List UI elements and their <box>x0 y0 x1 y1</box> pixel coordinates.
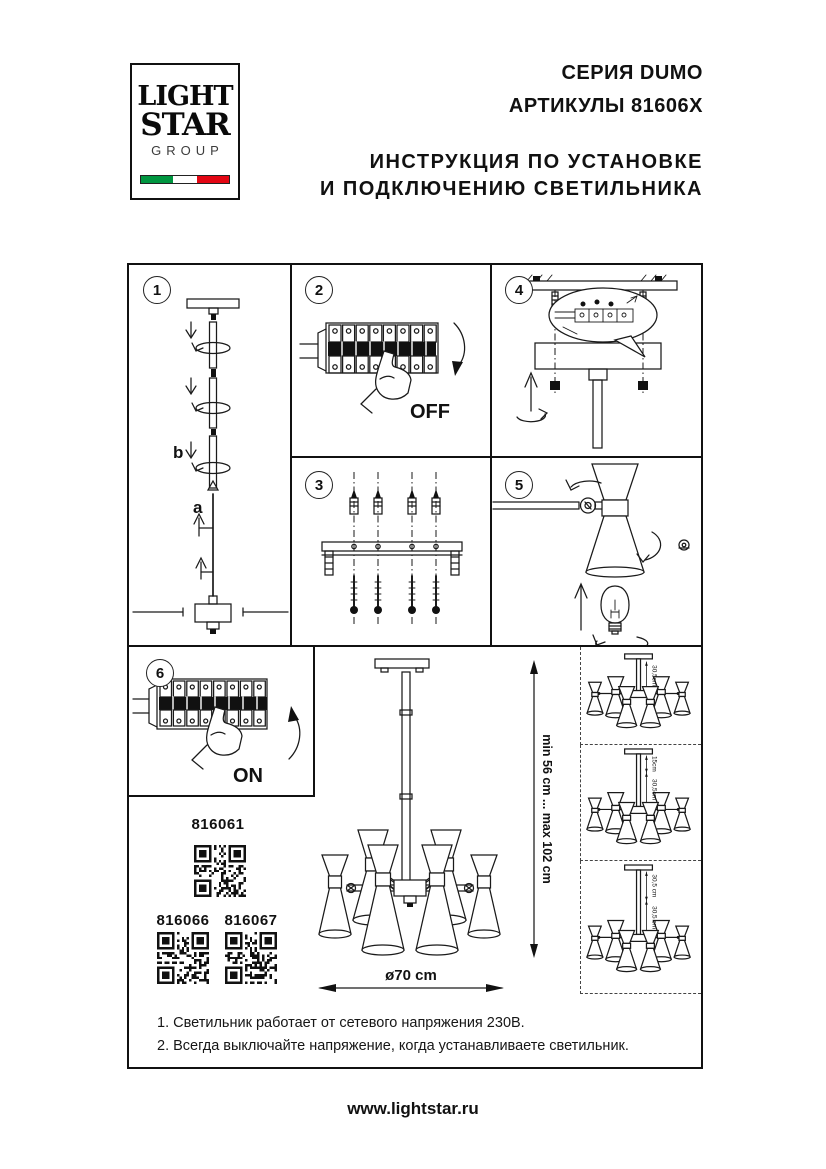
step-5-number: 5 <box>514 476 524 494</box>
height-dimension <box>530 660 538 958</box>
qr-code-816061 <box>194 845 246 897</box>
step-5-badge <box>505 471 533 499</box>
mini-chandelier-2 <box>587 749 690 844</box>
step-3-badge <box>305 471 333 499</box>
step-4-number: 4 <box>514 281 524 299</box>
instruction-diagram-frame <box>127 263 703 1069</box>
step-4-badge <box>505 276 533 304</box>
flag-white <box>173 176 198 183</box>
rod-label-a: a <box>193 498 203 517</box>
off-label: OFF <box>410 401 450 423</box>
series-title: СЕРИЯ DUMO <box>561 62 703 84</box>
wiring-detail-bubble <box>549 288 657 357</box>
flag-green <box>141 176 173 183</box>
step-3-number: 3 <box>314 476 324 494</box>
turn-off-arrow-icon <box>452 323 465 376</box>
variant-2-drawing <box>581 745 701 860</box>
mini-chandelier-1 <box>587 654 690 728</box>
logo-word-light: LIGHT <box>137 81 233 112</box>
bulb-icon <box>601 586 629 634</box>
step-6-badge <box>146 659 174 687</box>
document-header <box>320 62 703 203</box>
variant-3-drawing <box>581 861 701 993</box>
step-3-panel <box>292 458 492 647</box>
product-code-816067: 816067 <box>224 912 278 929</box>
step-2-panel <box>292 265 492 458</box>
step-2-number: 2 <box>314 281 324 299</box>
step-1-panel <box>129 265 292 647</box>
variant-3-rod-label-1: 30,5 cm <box>650 874 658 898</box>
step-1-badge <box>143 276 171 304</box>
articles-line: АРТИКУЛЫ 81606X <box>508 95 703 117</box>
variant-1-drawing <box>581 647 701 744</box>
step-4-panel <box>492 265 701 458</box>
logo-word-group: GROUP <box>151 143 224 158</box>
qr-code-816067 <box>225 932 277 984</box>
note-1: 1. Светильник работает от сетевого напряжения 230В. <box>157 1015 525 1031</box>
lightstar-logo <box>130 63 240 200</box>
qr-code-816066 <box>157 932 209 984</box>
variant-1-rod-label: 30,5cm <box>650 665 658 687</box>
variant-3-rod-label-2: 30,5 cm <box>650 906 658 930</box>
step-2-badge <box>305 276 333 304</box>
flag-red <box>197 176 229 183</box>
pointing-hand-icon <box>192 707 242 769</box>
step-1-number: 1 <box>152 281 162 299</box>
screw-icon <box>679 540 689 550</box>
instruction-title-line1: ИНСТРУКЦИЯ ПО УСТАНОВКЕ <box>369 151 703 173</box>
wall-plug-icons <box>350 489 440 514</box>
diameter-dimension <box>318 984 504 992</box>
on-label: ON <box>233 765 263 787</box>
logo-word-star: STAR <box>140 107 230 143</box>
turn-on-arrow-icon <box>288 706 300 759</box>
lift-arrow-icon <box>517 373 547 422</box>
variant-cell-3 <box>580 861 701 994</box>
step-6-panel <box>129 647 315 797</box>
rod-assembly-drawing <box>129 265 290 645</box>
variant-cell-2 <box>580 745 701 861</box>
step-5-panel <box>492 458 701 647</box>
italian-flag-stripe <box>140 175 230 184</box>
note-2: 2. Всегда выключайте напряжение, когда устанавливаете светильник. <box>157 1038 629 1054</box>
variant-2-rod-label-1: 15cm <box>650 755 658 772</box>
hub <box>394 880 426 907</box>
safety-notes <box>157 1012 629 1058</box>
product-code-816061: 816061 <box>191 816 245 833</box>
step-6-number: 6 <box>155 664 165 682</box>
height-range-label: min 56 cm ... max 102 cm <box>540 734 554 884</box>
diameter-label: ø70 cm <box>385 967 437 984</box>
product-code-816066: 816066 <box>156 912 210 929</box>
website-url: www.lightstar.ru <box>347 1099 479 1118</box>
mini-chandelier-3 <box>587 865 690 972</box>
variant-2-rod-label-2: 30,5cm <box>650 779 658 801</box>
variant-cell-1 <box>580 647 701 745</box>
rod-label-b: b <box>173 443 184 462</box>
instruction-title-line2: И ПОДКЛЮЧЕНИЮ СВЕТИЛЬНИКА <box>319 178 703 200</box>
chandelier-dimension-drawing <box>302 647 572 1002</box>
screw-icons <box>350 576 440 614</box>
